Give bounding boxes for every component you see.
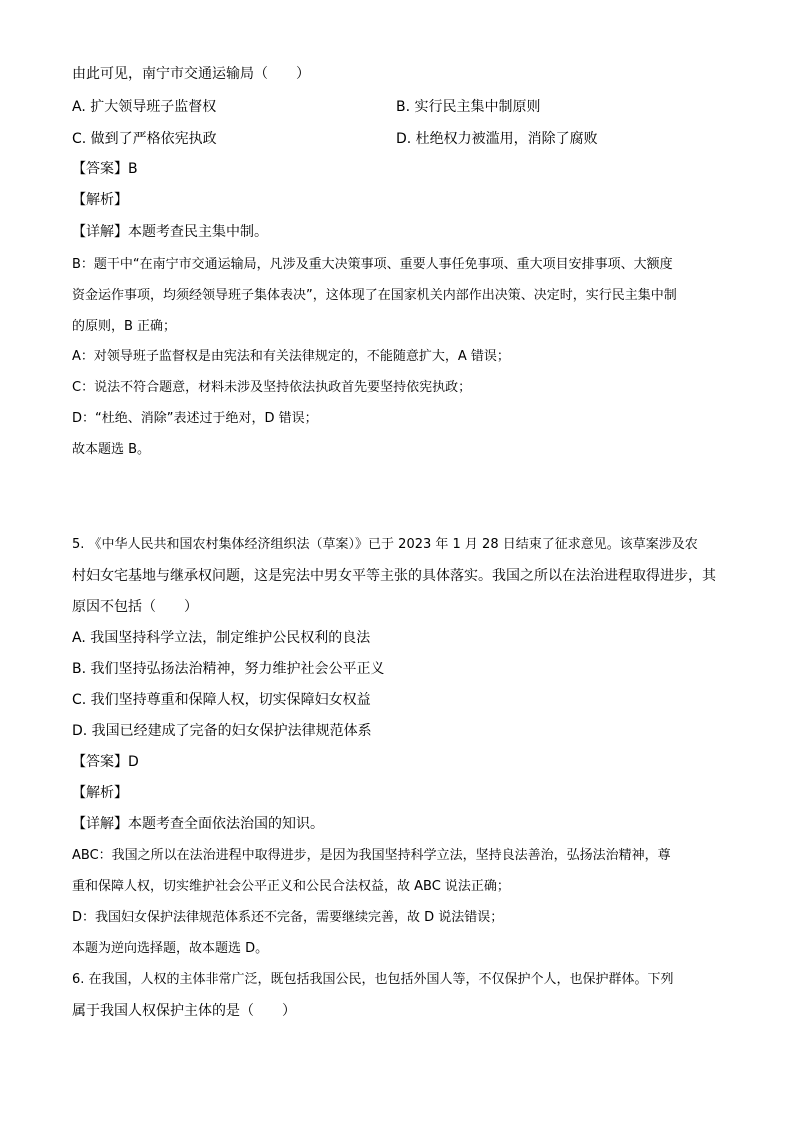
q4-explanation-line: B：题干中“在南宁市交通运输局，凡涉及重大决策事项、重要人事任免事项、重大项目安排事项、大额度 xyxy=(72,257,673,272)
q4-answer: 【答案】B xyxy=(72,161,138,177)
q4-option-d: D. 杜绝权力被滥用，消除了腐败 xyxy=(396,131,598,147)
q4-explanation-line: 资金运作事项，均须经领导班子集体表决”，这体现了在国家机关内部作出决策、决定时，实行民主集中制 xyxy=(72,288,677,303)
q4-option-b: B. 实行民主集中制原则 xyxy=(396,99,541,115)
q5-option-a: A. 我国坚持科学立法，制定维护公民权利的良法 xyxy=(72,630,371,646)
q4-analysis-label: 【解析】 xyxy=(72,192,128,208)
q4-conclusion: 故本题选 B。 xyxy=(72,442,151,457)
q5-option-c: C. 我们坚持尊重和保障人权，切实保障妇女权益 xyxy=(72,692,371,708)
q5-answer: 【答案】D xyxy=(72,754,139,770)
q5-stem-line: 5. 《中华人民共和国农村集体经济组织法（草案）》已于 2023 年 1 月 28 日结束了征求意见。该草案涉及农 xyxy=(72,537,698,552)
q4-explanation-line: C：说法不符合题意，材料未涉及坚持依法执政首先要坚持依宪执政； xyxy=(72,380,472,395)
q5-explanation-line: 重和保障人权，切实维护社会公平正义和公民合法权益，故 ABC 说法正确； xyxy=(72,879,510,894)
q4-explanation-line: D：“杜绝、消除”表述过于绝对，D 错误； xyxy=(72,411,318,426)
q4-explanation-line: A：对领导班子监督权是由宪法和有关法律规定的，不能随意扩大，A 错误； xyxy=(72,349,510,364)
q5-analysis-label: 【解析】 xyxy=(72,785,128,801)
q5-stem-line: 原因不包括（ ） xyxy=(72,599,198,615)
q4-option-a: A. 扩大领导班子监督权 xyxy=(72,99,217,115)
q5-option-b: B. 我们坚持弘扬法治精神，努力维护社会公平正义 xyxy=(72,661,385,677)
q6-stem-line: 属于我国人权保护主体的是（ ） xyxy=(72,1003,296,1019)
q5-detail: 【详解】本题考查全面依法治国的知识。 xyxy=(72,816,324,832)
q6-stem-line: 6. 在我国，人权的主体非常广泛，既包括我国公民，也包括外国人等，不仅保护个人，也保护群体。下列 xyxy=(72,972,674,987)
q5-conclusion: 本题为逆向选择题，故本题选 D。 xyxy=(72,941,269,956)
q5-explanation-line: ABC：我国之所以在法治进程中取得进步，是因为我国坚持科学立法，坚持良法善治，弘扬法治精神，尊 xyxy=(72,848,671,863)
q4-explanation-line: 的原则，B 正确； xyxy=(72,319,177,334)
q4-detail: 【详解】本题考查民主集中制。 xyxy=(72,224,268,240)
q4-option-c: C. 做到了严格依宪执政 xyxy=(72,131,217,147)
q5-option-d: D. 我国已经建成了完备的妇女保护法律规范体系 xyxy=(72,723,372,739)
q4-stem: 由此可见，南宁市交通运输局（ ） xyxy=(72,66,310,82)
q5-explanation-line: D：我国妇女保护法律规范体系还不完备，需要继续完善，故 D 说法错误； xyxy=(72,910,504,925)
q5-stem-line: 村妇女宅基地与继承权问题，这是宪法中男女平等主张的具体落实。我国之所以在法治进程取得进步，其 xyxy=(72,568,716,584)
